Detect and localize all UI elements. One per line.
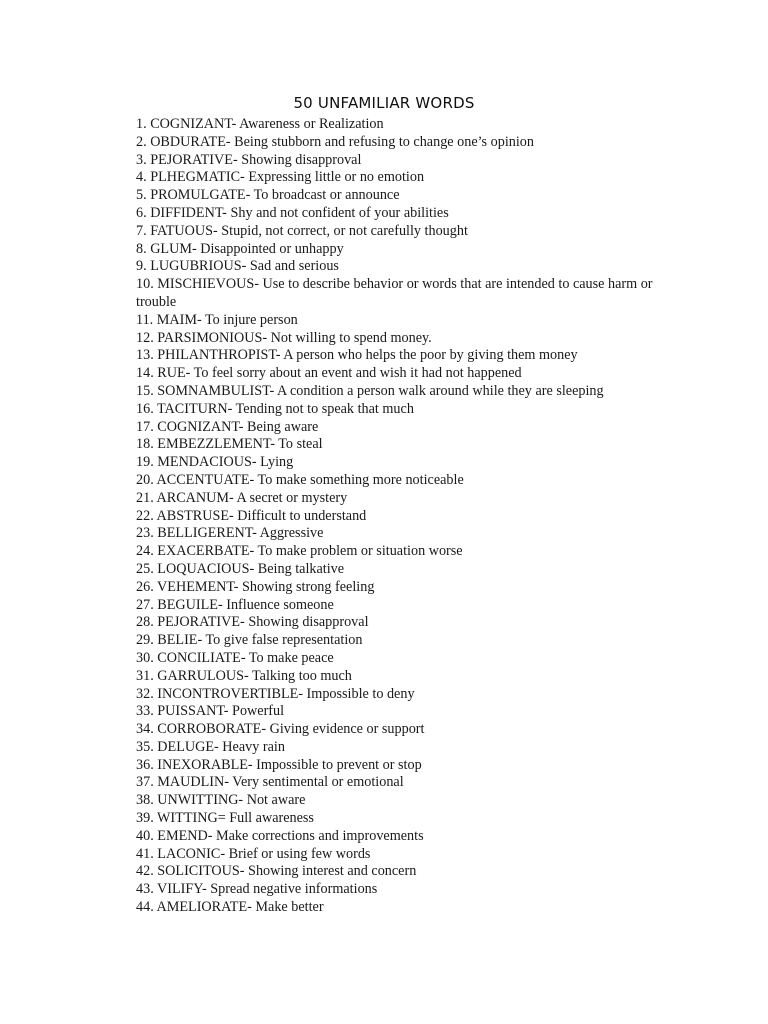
entry-number: 28. [136,614,154,631]
entry-number: 5. [136,187,147,204]
word-entry [136,365,696,383]
entry-definition: PHILANTHROPIST- A person who helps the poor by giving them money [157,347,578,364]
entry-definition: RUE- To feel sorry about an event and wish it had not happened [157,365,522,382]
word-entry [136,472,696,490]
entry-definition: MENDACIOUS- Lying [157,454,294,471]
entry-definition: CONCILIATE- To make peace [157,649,334,666]
word-entry [136,205,696,223]
entry-number: 24. [136,543,154,560]
word-entry [136,561,696,579]
word-list [136,116,696,917]
entry-number: 42. [136,863,154,880]
word-entry [136,419,696,437]
entry-number: 23. [136,525,154,542]
entry-number: 21. [136,489,154,506]
word-entry [136,792,696,810]
entry-definition: EXACERBATE- To make problem or situation worse [157,543,463,560]
entry-number: 22. [136,507,154,524]
word-entry [136,686,696,704]
entry-definition: SOMNAMBULIST- A condition a person walk around while they are sleeping [157,382,604,399]
word-entry [136,774,696,792]
word-entry [136,846,696,864]
word-entry [136,508,696,526]
entry-definition: ABSTRUSE- Difficult to understand [156,507,367,524]
entry-definition: MISCHIEVOUS- Use to describe behavior or words that are intended to cause harm or trouble [136,276,653,310]
entry-definition: COGNIZANT- Being aware [157,418,319,435]
word-entry [136,401,696,419]
word-entry [136,187,696,205]
word-entry [136,258,696,276]
entry-definition: LACONIC- Brief or using few words [157,845,371,862]
word-entry [136,757,696,775]
entry-definition: VEHEMENT- Showing strong feeling [157,578,375,595]
entry-definition: BEGUILE- Influence someone [157,596,334,613]
entry-number: 40. [136,827,154,844]
entry-number: 7. [136,222,147,239]
word-entry [136,436,696,454]
entry-definition: PLHEGMATIC- Expressing little or no emotion [150,169,425,186]
entry-number: 15. [136,382,154,399]
entry-number: 8. [136,240,147,257]
word-entry [136,650,696,668]
word-entry [136,632,696,650]
entry-number: 26. [136,578,154,595]
entry-number: 2. [136,133,147,150]
word-entry [136,330,696,348]
entry-number: 41. [136,845,154,862]
entry-number: 37. [136,774,154,791]
word-entry [136,223,696,241]
entry-definition: WITTING= Full awareness [157,810,314,827]
word-entry [136,614,696,632]
entry-definition: PUISSANT- Powerful [157,703,285,720]
entry-definition: EMEND- Make corrections and improvements [157,827,424,844]
entry-definition: DELUGE- Heavy rain [157,738,285,755]
entry-definition: EMBEZZLEMENT- To steal [157,436,323,453]
entry-definition: GLUM- Disappointed or unhappy [150,240,344,257]
entry-number: 18. [136,436,154,453]
entry-number: 25. [136,560,154,577]
entry-number: 27. [136,596,154,613]
entry-definition: VILIFY- Spread negative informations [157,881,378,898]
word-entry [136,899,696,917]
entry-number: 36. [136,756,154,773]
entry-definition: LOQUACIOUS- Being talkative [157,560,345,577]
entry-definition: AMELIORATE- Make better [156,899,324,916]
word-entry [136,721,696,739]
entry-number: 3. [136,151,147,168]
word-entry [136,116,696,134]
entry-definition: MAIM- To injure person [156,311,298,328]
entry-definition: BELLIGERENT- Aggressive [157,525,324,542]
entry-definition: PEJORATIVE- Showing disapproval [157,614,369,631]
entry-number: 29. [136,632,154,649]
entry-definition: PROMULGATE- To broadcast or announce [150,187,400,204]
word-entry [136,863,696,881]
entry-definition: LUGUBRIOUS- Sad and serious [150,258,339,275]
entry-number: 39. [136,810,154,827]
entry-definition: GARRULOUS- Talking too much [157,667,352,684]
entry-number: 9. [136,258,147,275]
entry-definition: ACCENTUATE- To make something more noticeable [156,471,464,488]
word-entry [136,828,696,846]
entry-number: 31. [136,667,154,684]
entry-number: 12. [136,329,154,346]
entry-number: 20. [136,471,154,488]
word-entry [136,152,696,170]
entry-definition: COGNIZANT- Awareness or Realization [150,116,384,132]
entry-number: 10. [136,276,154,293]
entry-number: 17. [136,418,154,435]
entry-definition: FATUOUS- Stupid, not correct, or not carefully thought [150,222,468,239]
word-entry [136,668,696,686]
entry-definition: SOLICITOUS- Showing interest and concern [157,863,417,880]
entry-number: 43. [136,881,154,898]
entry-number: 44. [136,899,154,916]
entry-number: 34. [136,721,154,738]
word-entry [136,579,696,597]
entry-number: 35. [136,738,154,755]
entry-number: 30. [136,649,154,666]
word-entry [136,739,696,757]
entry-number: 14. [136,365,154,382]
word-entry [136,597,696,615]
entry-definition: CORROBORATE- Giving evidence or support [157,721,425,738]
word-entry [136,525,696,543]
entry-definition: PEJORATIVE- Showing disapproval [150,151,362,168]
entry-definition: PARSIMONIOUS- Not willing to spend money. [157,329,432,346]
word-entry [136,490,696,508]
word-entry [136,241,696,259]
entry-number: 4. [136,169,147,186]
word-entry [136,169,696,187]
word-entry [136,881,696,899]
word-entry [136,347,696,365]
entry-number: 32. [136,685,154,702]
entry-definition: BELIE- To give false representation [157,632,363,649]
word-entry [136,383,696,401]
word-entry [136,276,696,312]
word-entry [136,134,696,152]
document-title: 50 UNFAMILIAR WORDS [293,94,475,112]
entry-number: 11. [136,311,154,328]
entry-definition: INEXORABLE- Impossible to prevent or stop [157,756,422,773]
entry-number: 33. [136,703,154,720]
entry-definition: OBDURATE- Being stubborn and refusing to change one’s opinion [150,133,534,150]
entry-number: 38. [136,792,154,809]
entry-definition: MAUDLIN- Very sentimental or emotional [157,774,404,791]
entry-definition: DIFFIDENT- Shy and not confident of your abilities [150,204,449,221]
word-entry [136,703,696,721]
word-entry [136,810,696,828]
entry-number: 6. [136,204,147,221]
entry-number: 16. [136,400,154,417]
word-entry [136,454,696,472]
entry-number: 1. [136,116,147,132]
entry-definition: INCONTROVERTIBLE- Impossible to deny [157,685,415,702]
entry-number: 19. [136,454,154,471]
entry-number: 13. [136,347,154,364]
entry-definition: UNWITTING- Not aware [157,792,306,809]
word-entry [136,312,696,330]
entry-definition: TACITURN- Tending not to speak that much [157,400,414,417]
entry-definition: ARCANUM- A secret or mystery [156,489,348,506]
word-entry [136,543,696,561]
